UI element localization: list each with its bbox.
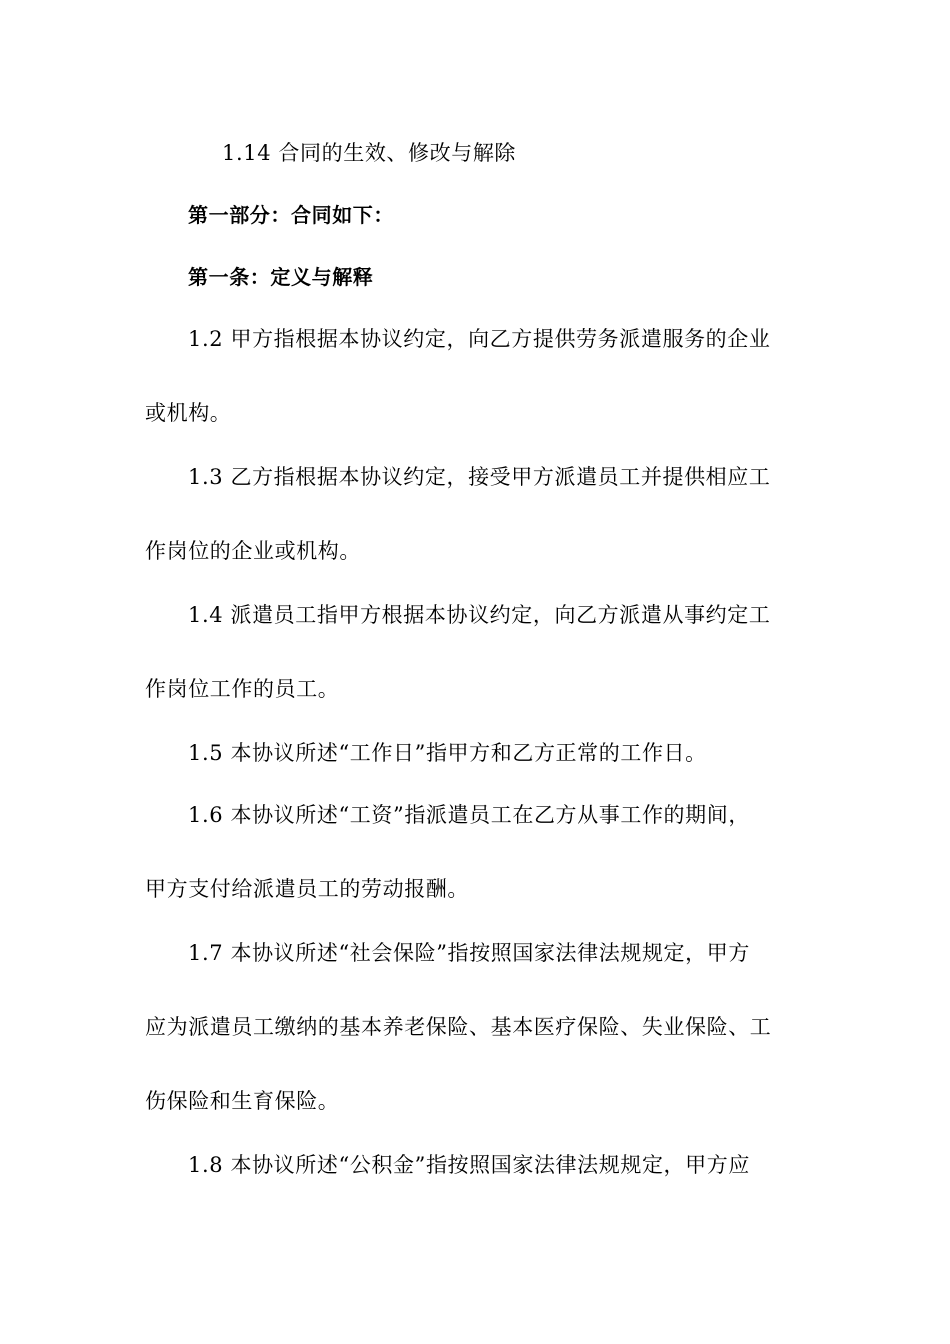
clause-1-6-line-1: 1.6 本协议所述“工资”指派遣员工在乙方从事工作的期间， bbox=[188, 803, 750, 827]
toc-item: 1.14 合同的生效、修改与解除 bbox=[222, 141, 517, 165]
clause-1-7-line-2: 应为派遣员工缴纳的基本养老保险、基本医疗保险、失业保险、工 bbox=[145, 1015, 772, 1039]
part-heading: 第一部分：合同如下： bbox=[188, 203, 394, 227]
clause-1-4-line-2: 作岗位工作的员工。 bbox=[145, 677, 340, 701]
clause-1-2-line-2: 或机构。 bbox=[145, 401, 232, 425]
clause-1-7-line-3: 伤保险和生育保险。 bbox=[145, 1089, 340, 1113]
clause-1-4-line-1: 1.4 派遣员工指甲方根据本协议约定，向乙方派遣从事约定工 bbox=[188, 603, 771, 627]
clause-1-2-line-1: 1.2 甲方指根据本协议约定，向乙方提供劳务派遣服务的企业 bbox=[188, 327, 771, 351]
clause-1-3-line-2: 作岗位的企业或机构。 bbox=[145, 539, 361, 563]
article-heading: 第一条：定义与解释 bbox=[188, 265, 374, 289]
clause-1-7-line-1: 1.7 本协议所述“社会保险”指按照国家法律法规规定，甲方 bbox=[188, 941, 750, 965]
clause-1-8-line-1: 1.8 本协议所述“公积金”指按照国家法律法规规定，甲方应 bbox=[188, 1153, 750, 1177]
clause-1-5-line-1: 1.5 本协议所述“工作日”指甲方和乙方正常的工作日。 bbox=[188, 741, 707, 765]
clause-1-3-line-1: 1.3 乙方指根据本协议约定，接受甲方派遣员工并提供相应工 bbox=[188, 465, 771, 489]
clause-1-6-line-2: 甲方支付给派遣员工的劳动报酬。 bbox=[145, 877, 469, 901]
